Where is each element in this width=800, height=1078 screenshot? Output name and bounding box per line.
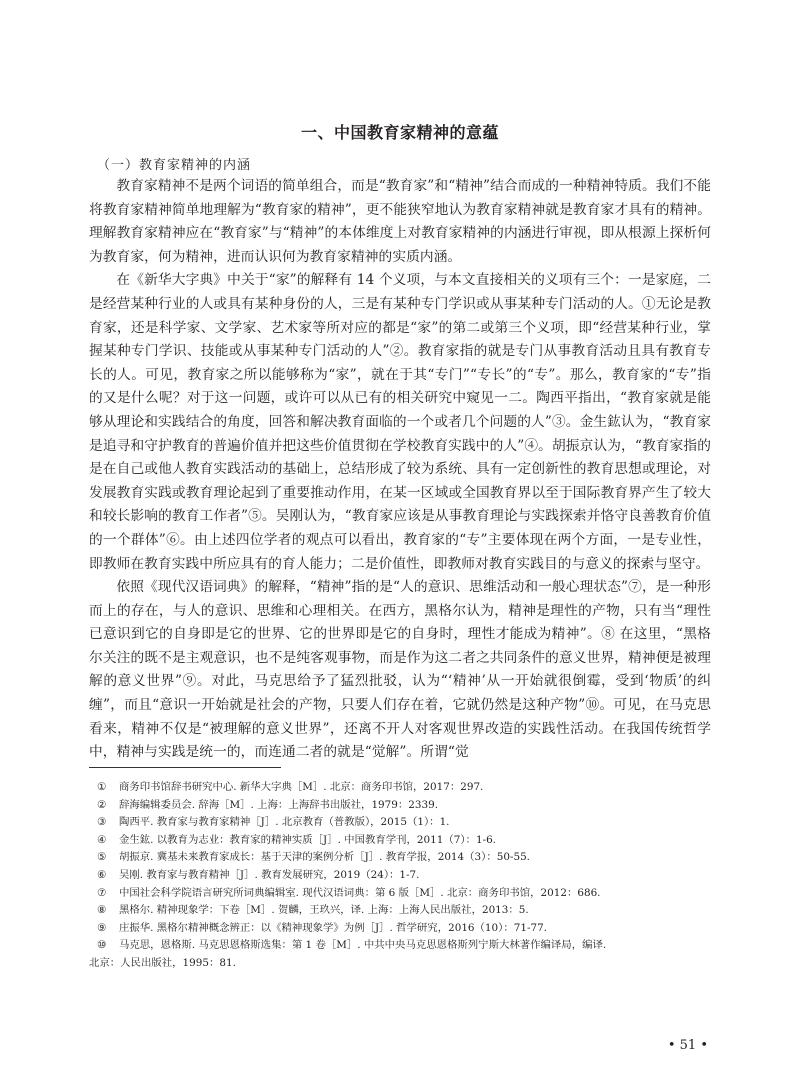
footnote-number: ⑧ xyxy=(97,904,107,917)
footnote xyxy=(97,902,717,920)
footnote-text: 北京：人民出版社，1995：81. xyxy=(89,956,236,969)
footnote-text: 吴刚. 教育家与教育精神［J］. 教育发展研究，2019（24）：1-7. xyxy=(119,868,420,881)
footnote xyxy=(97,885,717,903)
paragraph: 教育家精神不是两个词语的简单组合，而是“教育家”和“精神”结合而成的一种精神特质。我们不能将教育家精神简单地理解为“教育家的精神”，更不能狭窄地认为教育家精神就是教育家才具有的精神。理解教育家精神应在“教育家”与“精神”的本体维度上对教育家精神的内涵进行审视，即从根源上探析何为教育家，何为精神，进而认识何为教育家精神的实质内涵。 xyxy=(89,178,711,265)
section-title: 一、中国教育家精神的意蕴 xyxy=(300,123,499,142)
footnote-number: ④ xyxy=(97,833,107,846)
footnote-text: 中国社会科学院语言研究所词典编辑室. 现代汉语词典：第 6 版［M］. 北京：商务印书馆，2012：686. xyxy=(119,886,601,899)
footnote-continuation xyxy=(89,955,717,973)
body-text xyxy=(89,175,711,765)
footnote xyxy=(97,920,717,938)
footnote-text: 马克思，恩格斯. 马克思恩格斯选集：第 1 卷［M］. 中共中央马克思恩格斯列宁斯大林著作编译局，编译. xyxy=(119,939,607,952)
footnote-divider xyxy=(89,767,281,768)
footnote-text: 金生鈜. 以教育为志业：教育家的精神实质［J］. 中国教育学刊，2011（7）：1-6. xyxy=(119,833,496,846)
footnote-number: ⑩ xyxy=(97,939,107,952)
footnote xyxy=(97,814,717,832)
footnote xyxy=(97,797,717,815)
footnote-text: 陶西平. 教育家与教育家精神［J］. 北京教育（普教版），2015（1）：1. xyxy=(119,816,450,829)
footnotes xyxy=(89,779,717,973)
footnote-number: ② xyxy=(97,798,107,811)
footnote-text: 庄振华. 黑格尔精神概念辨正：以《精神现象学》为例［J］. 哲学研究，2016（10）：71-77. xyxy=(119,921,547,934)
footnote xyxy=(97,937,717,955)
footnote-number: ① xyxy=(97,781,107,793)
footnote-number: ⑥ xyxy=(97,868,107,881)
paragraph: 依照《现代汉语词典》的解释，“精神”指的是“人的意识、思维活动和一般心理状态”⑦，是一种形而上的存在，与人的意识、思维和心理相关。在西方，黑格尔认为，精神是理性的产物，只有当“理性已意识到它的自身即是它的世界、它的世界即是它的自身时，理性才能成为精神”。⑧ 在这里，“黑格尔关注的既不是主观意识，也不是纯客观事物，而是作为这二者之共同条件的意义世界，精神便是被理解的意义世界”⑨。对此，马克思给予了猛烈批驳，认为“‘精神’从一开始就很倒霉，受到‘物质’的纠缠”，而且“意识一开始就是社会的产物，只要人们存在着，它就仍然是这种产物”⑩。可见，在马克思看来，精神不仅是“被理解的意义世界”，还离不开人对客观世界改造的实践性活动。在我国传统哲学中，精神与实践是统一的，而连通二者的就是“觉解”。所谓“觉 xyxy=(89,579,711,761)
page-number: • 51 • xyxy=(667,1038,708,1053)
footnote-number: ⑨ xyxy=(97,921,107,934)
footnote-text: 黑格尔. 精神现象学：下卷［M］. 贺麟，王玖兴，译. 上海：上海人民出版社，2013：5. xyxy=(119,904,529,917)
footnote xyxy=(97,779,717,797)
paragraph: 在《新华大字典》中关于“家”的解释有 14 个义项，与本文直接相关的义项有三个：一是家庭，二是经营某种行业的人或具有某种身份的人，三是有某种专门学识或从事某种专门活动的人。①无论是教育家，还是科学家、文学家、艺术家等所对应的都是“家”的第二或第三个义项，即“经营某种行业，掌握某种专门学识、技能或从事某种专门活动的人”②。教育家指的就是专门从事教育活动且具有教育专长的人。可见，教育家之所以能够称为“家”，就在于其“专门”“专长”的“专”。那么，教育家的“专”指的又是什么呢？对于这一问题，或许可以从已有的相关研究中窥见一二。陶西平指出，“教育家就是能够从理论和实践结合的角度，回答和解决教育面临的一个或者几个问题的人”③。金生鈜认为，“教育家是追寻和守护教育的普遍价值并把这些价值贯彻在学校教育实践中的人”④。胡振京认为，“教育家指的是在自己或他人教育实践活动的基础上，总结形成了较为系统、具有一定创新性的教育思想或理论，对发展教育实践或教育理论起到了重要推动作用，在某一区域或全国教育界以至于国际教育界产生了较大和较长影响的教育工作者”⑤。吴刚认为，“教育家应该是从事教育理论与实践探索并恪守良善教育价值的一个群体”⑥。由上述四位学者的观点可以看出，教育家的“专”主要体现在两个方面，一是专业性，即教师在教育实践中所应具有的育人能力；二是价值性，即教师对教育实践目的与意义的探索与坚守。 xyxy=(89,272,711,572)
footnote-number: ⑦ xyxy=(97,886,107,899)
footnote-text: 商务印书馆辞书研究中心. 新华大字典［M］. 北京：商务印书馆，2017：297. xyxy=(119,781,484,793)
footnote-number: ③ xyxy=(97,816,107,829)
footnote xyxy=(97,832,717,850)
footnote xyxy=(97,849,717,867)
footnote-number: ⑤ xyxy=(97,851,107,864)
footnote-text: 胡振京. 冀基未来教育家成长：基于天津的案例分析［J］. 教育学报，2014（3）：50-55. xyxy=(119,851,530,864)
footnote xyxy=(97,867,717,885)
footnote-text: 辞海编辑委员会. 辞海［M］. 上海：上海辞书出版社，1979：2339. xyxy=(119,798,439,811)
subsection-title: （一）教育家精神的内涵 xyxy=(97,158,252,173)
